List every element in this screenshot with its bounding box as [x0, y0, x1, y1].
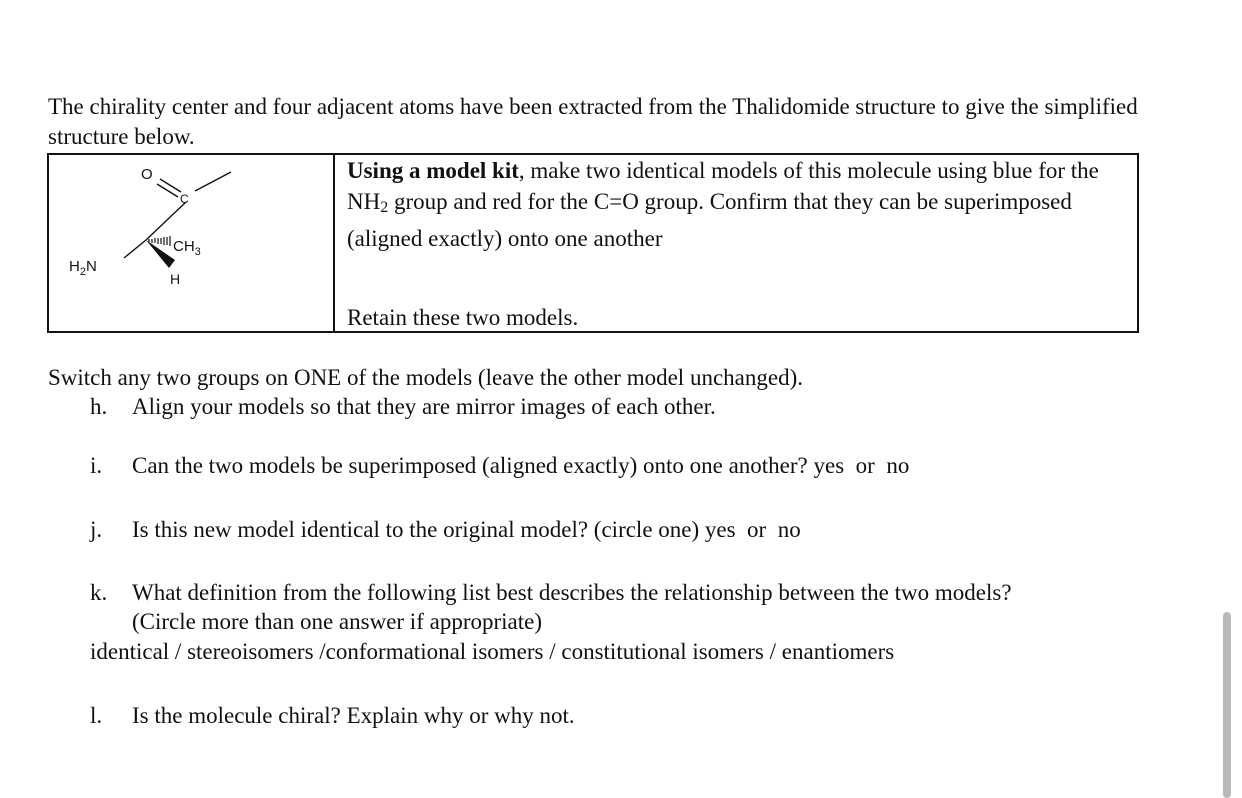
structure-cell — [49, 155, 335, 331]
switch-groups-text: Switch any two groups on ONE of the models (leave the other model unchanged). — [48, 365, 803, 390]
model-kit-instructions — [347, 155, 1137, 254]
atom-H2N-H: H — [69, 258, 80, 275]
atom-CH3-subscript: 3 — [194, 246, 201, 258]
question-h-marker: h. — [90, 394, 108, 419]
question-l — [90, 703, 575, 729]
atom-H: H — [170, 271, 181, 287]
question-k-text-2: (Circle more than one answer if appropriate) — [132, 609, 542, 634]
question-j — [90, 517, 801, 543]
atom-H2N-subscript: 2 — [79, 266, 86, 278]
question-h-text: Align your models so that they are mirror images of each other. — [132, 394, 716, 419]
instruction-text-1: , make two identical models of this molecule using blue for the NH — [347, 158, 1099, 214]
question-i — [90, 453, 909, 479]
molecule-structure — [49, 155, 333, 333]
atom-H2N-N: N — [85, 258, 97, 275]
question-k-text: What definition from the following list best describes the relationship between the two models? — [132, 580, 1012, 605]
question-j-marker: j. — [90, 517, 103, 542]
instruction-text-2: group and red for the C=O group. Confirm that they can be superimposed (aligned exactly) onto one another — [347, 189, 1072, 251]
question-k-marker: k. — [90, 580, 108, 605]
question-i-marker: i. — [90, 453, 103, 478]
atom-CH3 — [173, 238, 201, 258]
structure-table — [47, 153, 1139, 333]
atom-C: C — [180, 192, 189, 206]
question-i-text: Can the two models be superimposed (aligned exactly) onto one another? yes or no — [132, 453, 910, 478]
atom-O: O — [141, 166, 153, 183]
question-l-marker: l. — [90, 703, 103, 728]
instruction-subscript: 2 — [380, 199, 389, 216]
question-h — [90, 394, 716, 420]
scrollbar-thumb[interactable] — [1223, 612, 1231, 798]
intro-paragraph: The chirality center and four adjacent atoms have been extracted from the Thalidomide structure to give the simplified structure below. — [48, 94, 1138, 149]
question-j-text: Is this new model identical to the original model? (circle one) yes or no — [132, 517, 801, 542]
atom-CH3-label: CH — [173, 238, 195, 255]
instruction-cell — [335, 155, 1137, 331]
question-l-text: Is the molecule chiral? Explain why or why not. — [132, 703, 575, 728]
retain-models-text: Retain these two models. — [347, 305, 579, 330]
question-k — [90, 580, 1012, 606]
atom-H2N — [69, 258, 97, 278]
instruction-bold-lead: Using a model kit — [347, 158, 519, 183]
definitions-list: identical / stereoisomers /conformational isomers / constitutional isomers / enantiomers — [90, 639, 895, 664]
